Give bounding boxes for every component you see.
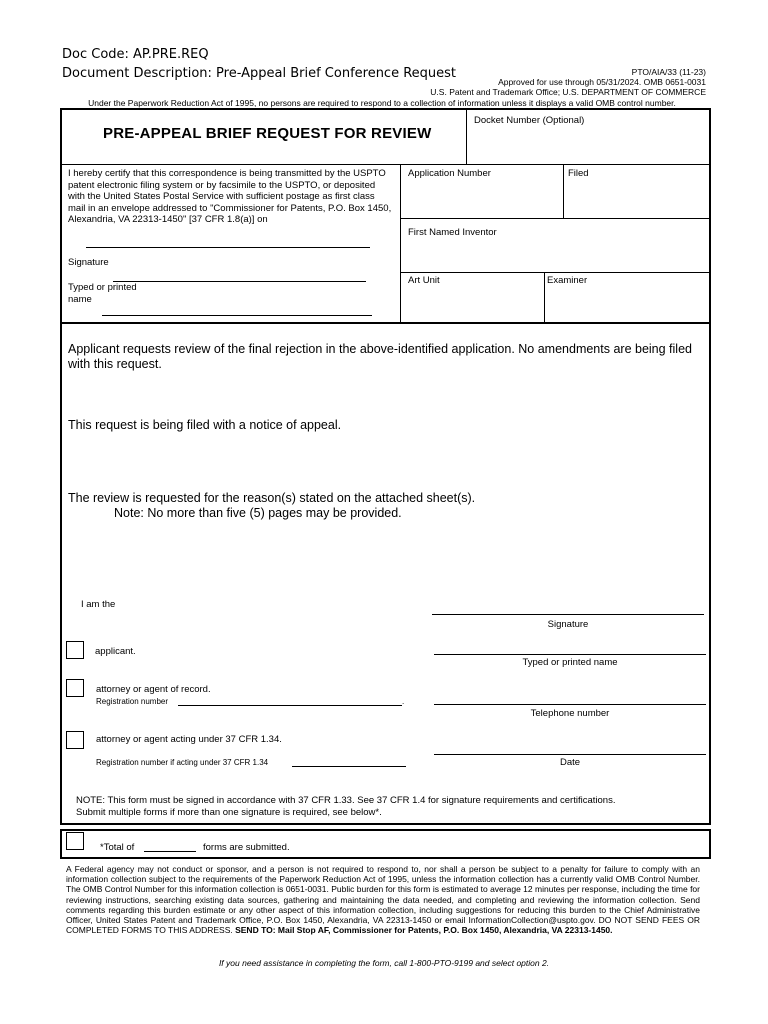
application-number-field[interactable] — [404, 182, 560, 216]
applicant-option-label: applicant. — [95, 646, 136, 657]
signature-note-line2: Submit multiple forms if more than one signature is required, see below*. — [76, 807, 382, 818]
i-am-the-label: I am the — [81, 599, 116, 610]
filed-date-field[interactable] — [567, 182, 707, 216]
total-count-line[interactable] — [144, 851, 196, 852]
first-inventor-field[interactable] — [404, 241, 706, 269]
first-inventor-label: First Named Inventor — [408, 227, 497, 238]
divider — [563, 164, 564, 218]
date-line[interactable] — [434, 754, 706, 755]
telephone-line[interactable] — [434, 704, 706, 705]
registration-134-line[interactable] — [292, 766, 406, 767]
art-unit-field[interactable] — [404, 289, 540, 321]
registration-number-line[interactable] — [178, 705, 402, 706]
registration-number-label: Registration number — [96, 697, 169, 706]
divider — [400, 164, 401, 324]
certification-date-line[interactable] — [86, 247, 370, 248]
art-unit-label: Art Unit — [408, 275, 440, 286]
applicant-checkbox[interactable] — [66, 641, 84, 659]
form-title: PRE-APPEAL BRIEF REQUEST FOR REVIEW — [103, 125, 432, 142]
page-limit-note: Note: No more than five (5) pages may be provided. — [114, 506, 402, 520]
application-number-label: Application Number — [408, 168, 491, 179]
attorney-of-record-checkbox[interactable] — [66, 679, 84, 697]
filed-label: Filed — [568, 168, 589, 179]
signature-label: Signature — [547, 619, 589, 630]
examiner-label: Examiner — [547, 275, 588, 286]
approval-notice: Approved for use through 05/31/2024. OMB 0651-0031 — [498, 77, 706, 87]
period-mark: . — [402, 697, 405, 706]
docket-number-field[interactable] — [470, 130, 706, 160]
examiner-field[interactable] — [548, 289, 706, 321]
divider — [400, 218, 709, 219]
attorney-134-label: attorney or agent acting under 37 CFR 1.34. — [96, 734, 282, 745]
total-forms-box — [60, 829, 711, 859]
assistance-notice: If you need assistance in completing the form, call 1-800-PTO-9199 and select option 2. — [218, 958, 550, 968]
signature-note-line1: NOTE: This form must be signed in accordance with 37 CFR 1.33. See 37 CFR 1.4 for signature requirements and certifications. — [76, 795, 616, 806]
burden-text: A Federal agency may not conduct or sponsor, and a person is not required to respond to, nor shall a person be subject to a penalty for failure to comply with an information collection subject to the requirements of the Paperwork Reduction Act of 1995, unless the information collection has a currently valid OMB Control Number. The OMB Control Number for this information collection is 0651-0031. Public burden for this form is estimated to average 12 minutes per response, including the time for reviewing instructions, searching existing data sources, gathering and maintaining the data needed, and completing and reviewing the information collection. Send comments regarding this burden estimate or any other aspect of this information collection, including suggestions for reducing this burden to the Chief Administrative Officer, United States Patent and Trademark Office, P.O. Box 1450, Alexandria, VA 22313-1450 or email InformationCollection@uspto.gov. DO NOT SEND FEES OR COMPLETED FORMS TO THIS ADDRESS. — [66, 864, 700, 936]
cert-signature-label: Signature — [68, 257, 109, 268]
cert-name-line[interactable] — [102, 315, 372, 316]
signature-line[interactable] — [432, 614, 704, 615]
cert-name-label: name — [68, 294, 92, 305]
burden-statement — [66, 864, 700, 935]
form-number: PTO/AIA/33 (11-23) — [631, 67, 706, 77]
request-statement: Applicant requests review of the final rejection in the above-identified application. No amendments are being filed with this request. — [68, 342, 692, 371]
divider — [544, 272, 545, 324]
date-label: Date — [559, 757, 581, 768]
total-prefix: *Total of — [100, 842, 135, 853]
attorney-134-checkbox[interactable] — [66, 731, 84, 749]
cert-typed-label: Typed or printed — [68, 282, 137, 293]
divider — [62, 164, 709, 165]
divider — [400, 272, 709, 273]
certification-text: I hereby certify that this correspondence is being transmitted by the USPTO patent electronic filing system or by facsimile to the USPTO, or deposited with the United States Postal Service with sufficient postage as first class mail in an envelope addressed to "Commissioner for Patents, P.O. Box 1450, Alexandria, VA 22313-1450" [37 CFR 1.8(a)] on — [68, 168, 392, 226]
cert-signature-line[interactable] — [113, 281, 366, 282]
send-to-address: SEND TO: Mail Stop AF, Commissioner for Patents, P.O. Box 1450, Alexandria, VA 22313-1450. — [235, 925, 613, 936]
attorney-of-record-label: attorney or agent of record. — [96, 684, 211, 695]
typed-name-label: Typed or printed name — [522, 657, 618, 668]
total-suffix: forms are submitted. — [203, 842, 290, 853]
total-forms-checkbox[interactable] — [66, 832, 84, 850]
telephone-label: Telephone number — [530, 708, 610, 719]
typed-name-line[interactable] — [434, 654, 706, 655]
docket-number-label: Docket Number (Optional) — [474, 115, 585, 126]
reasons-statement: The review is requested for the reason(s) stated on the attached sheet(s). — [68, 491, 476, 505]
doc-description: Document Description: Pre-Appeal Brief Conference Request — [62, 66, 457, 81]
pra-notice: Under the Paperwork Reduction Act of 1995, no persons are required to respond to a collection of information unless it displays a valid OMB control number. — [88, 98, 676, 108]
registration-134-label: Registration number if acting under 37 CFR 1.34 — [96, 758, 269, 767]
agency-name: U.S. Patent and Trademark Office; U.S. DEPARTMENT OF COMMERCE — [430, 87, 706, 97]
section-divider — [62, 322, 709, 324]
doc-code: Doc Code: AP.PRE.REQ — [62, 47, 209, 62]
divider — [466, 110, 467, 164]
notice-of-appeal-statement: This request is being filed with a notice of appeal. — [68, 418, 342, 432]
